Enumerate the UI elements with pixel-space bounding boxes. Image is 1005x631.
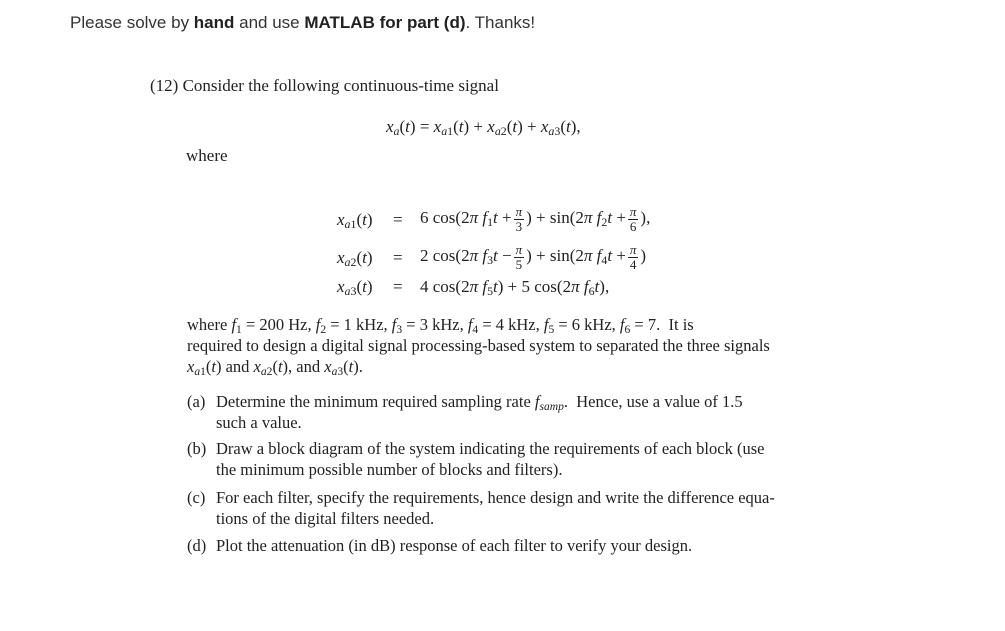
- problem-intro: [150, 76, 499, 96]
- item-c-line1: For each filter, specify the requirements, hence design and write the difference equa-: [216, 488, 775, 507]
- problem-number: (12): [150, 76, 179, 95]
- def-xa2-rhs: 2 cos(2π $f_3t$ − $\frac{\pi}{5}$ ) + sin(2π $f_4t$ + $\frac{\pi}{4}$ ): [420, 242, 647, 272]
- header-suffix: . Thanks!: [465, 13, 536, 32]
- item-a-line2: such a value.: [216, 413, 302, 432]
- header-bold-matlab: MATLAB for part (d): [304, 13, 466, 32]
- header-bold-hand: hand: [193, 13, 235, 32]
- item-d-line1: Plot the attenuation (in dB) response of each filter to verify your design.: [216, 536, 693, 555]
- item-d: [187, 535, 847, 557]
- item-c-label: (c): [187, 488, 206, 507]
- main-equation: $x_a(t) = x_{a1}(t) + x_{a2}(t) + x_{a3}(t)$,: [386, 117, 581, 138]
- item-c-line2: tions of the digital filters needed.: [216, 509, 435, 528]
- def-xa3-eq: =: [393, 277, 403, 296]
- params-line-2: required to design a digital signal processing-based system to separated the three signals: [187, 336, 770, 355]
- def-xa2-eq: =: [393, 248, 403, 267]
- item-a: [187, 391, 847, 435]
- def-xa2: $x_{a2}(t)$: [337, 248, 373, 269]
- def-xa3: $x_{a3}(t)$: [337, 277, 373, 298]
- def-xa3-rhs: 4 cos(2π $f_5t) + 5$ cos(2π $f_6t$),: [420, 277, 610, 298]
- problem-intro-text: Consider the following continuous-time signal: [182, 76, 499, 95]
- where-label: where: [186, 146, 228, 165]
- def-xa1: $x_{a1}(t)$: [337, 210, 373, 231]
- params-line-3: $x_{a1}(t)$ and $x_{a2}(t)$, and $x_{a3}(t)$.: [187, 357, 363, 378]
- item-b-line2: the minimum possible number of blocks and filters).: [216, 460, 563, 479]
- item-b-label: (b): [187, 439, 207, 458]
- item-a-line1: Determine the minimum required sampling rate $f_{samp}$. Hence, use a value of 1.5: [216, 392, 743, 413]
- params-line-1: where $f_1 = 200$ Hz, $f_2 = 1$ kHz, $f_3 = 3$ kHz, $f_4 = 4$ kHz, $f_5 = 6$ kHz, $f_6 = 7$. It is: [187, 315, 694, 336]
- item-a-label: (a): [187, 392, 206, 411]
- def-xa1-eq: =: [393, 210, 403, 229]
- def-xa1-rhs: 6 cos(2π $f_1t$ + $\frac{\pi}{3}$ ) + sin(2π $f_2t$ + $\frac{\pi}{6}$ ),: [420, 204, 651, 234]
- item-d-label: (d): [187, 536, 207, 555]
- header-prefix: Please solve by: [70, 13, 194, 32]
- item-b-line1: Draw a block diagram of the system indicating the requirements of each block (use: [216, 439, 765, 458]
- item-b: [187, 438, 847, 482]
- item-c: [187, 487, 847, 531]
- header-middle: and use: [234, 13, 305, 32]
- request-header: [70, 13, 535, 33]
